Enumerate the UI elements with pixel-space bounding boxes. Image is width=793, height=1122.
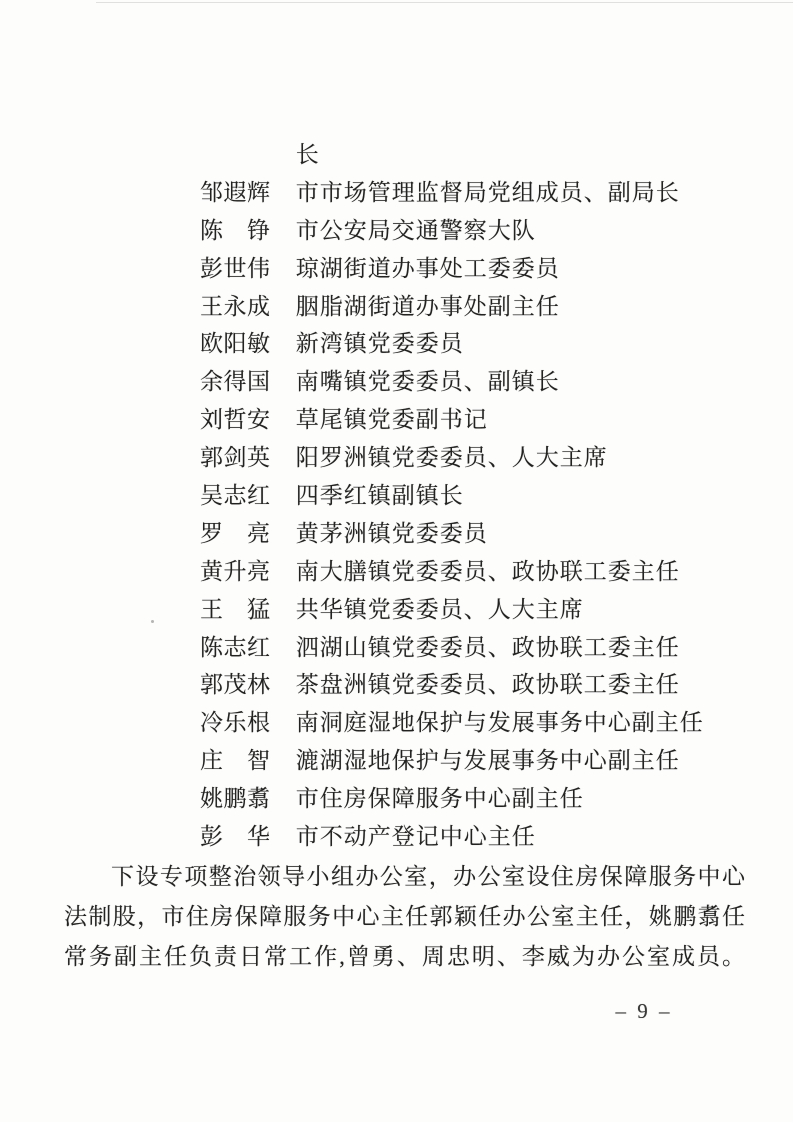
roster-row: [0, 401, 793, 439]
person-title: 长: [295, 142, 320, 167]
roster-row: [0, 363, 793, 401]
roster-row: [0, 742, 793, 780]
paragraph-line: 法制股，市住房保障服务中心主任郭颖任办公室主任，姚鹏翥任: [64, 904, 746, 929]
roster-row: [0, 704, 793, 742]
person-title: 共华镇党委委员、人大主席: [295, 596, 584, 622]
person-name: 陈 铮: [200, 217, 271, 243]
person-name: 罗 亮: [200, 520, 271, 546]
roster-row: [0, 136, 793, 174]
roster-row: [0, 780, 793, 818]
person-name: 郭剑英: [200, 445, 271, 471]
person-title: 胭脂湖街道办事处副主任: [295, 293, 560, 319]
person-name: 邹遐辉: [200, 179, 271, 205]
person-title: 草尾镇党委副书记: [295, 407, 488, 433]
person-title: 黄茅洲镇党委委员: [295, 520, 488, 546]
scan-artifact-line: [96, 2, 793, 3]
person-title: 南嘴镇党委委员、副镇长: [295, 369, 560, 395]
roster-row: [0, 818, 793, 856]
person-name: 刘哲安: [200, 407, 271, 433]
roster-row: [0, 477, 793, 515]
person-name: 王 猛: [200, 596, 271, 622]
roster-row: [0, 629, 793, 667]
person-title: 市公安局交通警察大队: [295, 217, 536, 243]
person-title: 市住房保障服务中心副主任: [295, 786, 584, 812]
page-number: – 9 –: [615, 999, 673, 1023]
person-title: 阳罗洲镇党委委员、人大主席: [295, 445, 608, 471]
roster-row: [0, 666, 793, 704]
person-title: 泗湖山镇党委委员、政协联工委主任: [295, 634, 680, 660]
person-title: 漉湖湿地保护与发展事务中心副主任: [295, 748, 680, 774]
person-title: 市不动产登记中心主任: [295, 824, 536, 850]
person-name: 吴志红: [200, 483, 271, 509]
person-name: 彭世伟: [200, 255, 271, 281]
person-name: 欧阳敏: [200, 331, 271, 357]
closing-paragraph: [64, 857, 746, 977]
person-name: 郭茂林: [200, 672, 271, 698]
person-name: 庄 智: [200, 748, 271, 774]
roster-row: [0, 553, 793, 591]
person-name: 陈志红: [200, 634, 271, 660]
person-title: 茶盘洲镇党委委员、政协联工委主任: [295, 672, 680, 698]
roster-row: [0, 591, 793, 629]
paragraph-line: 常务副主任负责日常工作,曾勇、周忠明、李威为办公室成员。: [64, 944, 746, 969]
roster-row: [0, 174, 793, 212]
roster-row: [0, 515, 793, 553]
person-title: 琼湖街道办事处工委委员: [295, 255, 560, 281]
roster-row: [0, 325, 793, 363]
roster-row: [0, 212, 793, 250]
person-name: 彭 华: [200, 824, 271, 850]
person-name: 姚鹏翥: [200, 786, 271, 812]
person-title: 新湾镇党委委员: [295, 331, 464, 357]
person-title: 市市场管理监督局党组成员、副局长: [295, 179, 680, 205]
person-name: 余得国: [200, 369, 271, 395]
appointment-roster: [0, 136, 793, 856]
person-title: 南洞庭湿地保护与发展事务中心副主任: [295, 710, 704, 736]
roster-row: [0, 288, 793, 326]
roster-row: [0, 250, 793, 288]
person-name: 黄升亮: [200, 558, 271, 584]
roster-row: [0, 439, 793, 477]
person-title: 南大膳镇党委委员、政协联工委主任: [295, 558, 680, 584]
person-name: 冷乐根: [200, 710, 271, 736]
person-name: 王永成: [200, 293, 271, 319]
person-title: 四季红镇副镇长: [295, 483, 464, 509]
paragraph-line: 下设专项整治领导小组办公室，办公室设住房保障服务中心: [111, 864, 746, 889]
